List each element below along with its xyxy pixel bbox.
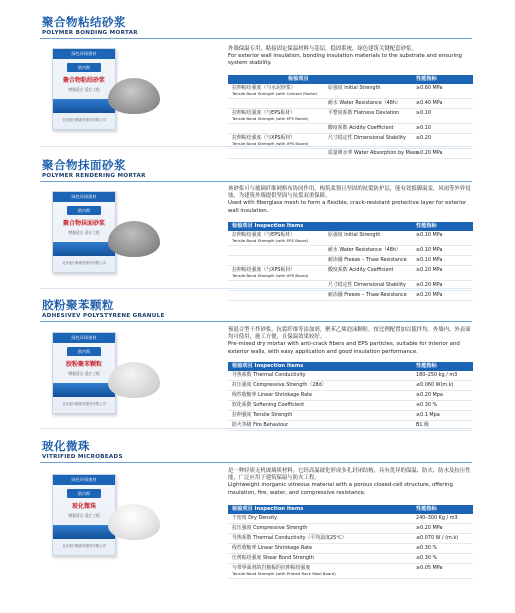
bag-product-name: 胶粉聚苯颗粒 — [65, 361, 102, 368]
product-image — [44, 470, 162, 558]
table-row — [228, 149, 473, 159]
table-header — [228, 505, 473, 514]
spec-table — [228, 222, 473, 301]
row-value: 180–250 kg / m3 — [416, 372, 458, 378]
header-index: 性能指标 — [416, 363, 437, 369]
description-en: Lightweight inorganic vitreous material with a porous closed-cell structure, offering insulation, fire, water, and compressive resistance. — [228, 482, 453, 496]
row-group-en: Tensile Bond Strength (with EPS Board) — [232, 238, 309, 243]
section-divider — [40, 288, 472, 289]
divider — [40, 181, 472, 182]
row-item: 防火等级 Fire Behaviour — [232, 422, 289, 428]
section-subtitle: POLYMER RENDERING MORTAR — [42, 173, 146, 179]
bag-logo: 欧内斯 — [67, 63, 101, 72]
product-bag — [52, 474, 116, 556]
table-row — [228, 266, 473, 281]
section-title: 聚合物粘结砂浆 — [42, 15, 126, 29]
table-row — [228, 291, 473, 301]
granule-pile — [108, 362, 160, 398]
section-title: 玻化微珠 — [42, 439, 90, 453]
table-row — [228, 421, 473, 431]
table-header — [228, 222, 473, 231]
product-image — [44, 44, 162, 132]
product-description — [228, 46, 473, 68]
row-value: ≥0.20 Mpa — [416, 392, 443, 398]
header-items: 检验项目 Inspection Items — [232, 363, 304, 369]
row-group: 拉伸粘结强度（与EPS板材） — [232, 232, 295, 238]
bag-stripe — [53, 383, 115, 397]
row-group: 拉伸粘结强度（与EPS板材） — [232, 110, 295, 116]
row-value: ≥0.20 MPa — [416, 267, 443, 273]
row-value: 240–300 Kg / m3 — [416, 515, 458, 521]
header-items: 检验项目 — [288, 76, 309, 82]
row-item: 尺寸稳定性 Dimensional Stability — [328, 282, 406, 288]
bag-tagline: 增强适合 适应工程 — [68, 371, 100, 376]
bag-company: 北京欧内斯新型建材有限公司 — [61, 261, 107, 265]
table-row — [228, 246, 473, 256]
bag-tagline: 增强适合 适应工程 — [68, 513, 100, 518]
bag-tagline: 增强适合 适应工程 — [68, 87, 100, 92]
row-value: ≥0.20 MPa — [416, 150, 443, 156]
spec-table — [228, 362, 473, 431]
row-item: 导热系数 Thermal Conductivity（平均温度25℃） — [232, 535, 347, 541]
bag-stripe — [53, 99, 115, 113]
product-bag — [52, 332, 116, 414]
description-en: For exterior wall insulation, bonding insulation materials to the substrate and ensuring system stability. — [228, 53, 462, 67]
table-row — [228, 256, 473, 266]
row-item: 耐水 Water Resistance（48h） — [328, 100, 401, 106]
row-value: ≥0.20 MPa — [416, 292, 443, 298]
divider — [40, 462, 472, 463]
header-index: 性能指标 — [416, 223, 437, 229]
section-subtitle: ADHESIVEV POLYSTYRENE GRANULE — [42, 313, 165, 319]
row-item: 导热系数 Thermal Conductivity — [232, 372, 306, 378]
row-value: ≤0.30 % — [416, 555, 438, 561]
row-value: ≥0.10 MPa — [416, 247, 443, 253]
row-item: 原强度 Initial Strength — [328, 85, 381, 91]
product-image — [44, 187, 162, 275]
description-cn: 外墙保温专用，粘接固定保温材料与基层，稳固系统，绿色建筑关键配套砂浆。 — [228, 46, 417, 52]
row-value: ≥0.20 MPa — [416, 525, 443, 531]
product-bag — [52, 48, 116, 130]
row-item: 软化系数 Softening Coefficient — [232, 402, 305, 408]
row-item: 与带界面剂的岩棉板的拉伸粘结强度 — [232, 565, 311, 571]
bag-product-name: 聚合物抹面砂浆 — [62, 220, 105, 227]
divider — [40, 38, 472, 39]
table-row — [228, 124, 473, 134]
row-group: 拉伸粘结强度（与水泥砂浆） — [232, 85, 296, 91]
bag-logo: 欧内斯 — [67, 489, 101, 498]
row-item: 耐冻融 Freeze – Thaw Resistance — [328, 257, 407, 263]
row-item: 尺寸稳定性 Dimensional Stability — [328, 135, 406, 141]
row-item: 耐冻融 Freeze – Thaw Resistance — [328, 292, 407, 298]
bag-stripe — [53, 525, 115, 539]
table-row — [228, 401, 473, 411]
product-description — [228, 327, 473, 356]
product-bag — [52, 191, 116, 273]
product-image — [44, 328, 162, 416]
row-item: 耐水 Water Resistance（48h） — [328, 247, 401, 253]
row-item: 线性收缩率 Linear Shrinkage Rate — [232, 392, 313, 398]
row-item: 酸度系数 Acidity Coefficient — [328, 267, 394, 273]
row-item: 抗压强度 Compressive Strength — [232, 525, 308, 531]
row-item: 压剪粘结强度 Shear Bond Strength — [232, 555, 314, 561]
row-item: 拉伸强度 Tensile Strength — [232, 412, 293, 418]
product-description — [228, 186, 473, 215]
row-group-en: Tensile Bond Strength (with EPS Board) — [232, 116, 309, 121]
section-subtitle: POLYMER BONDING MORTAR — [42, 30, 138, 36]
table-row — [228, 534, 473, 544]
bag-product-name: 聚合物粘结砂浆 — [62, 77, 105, 84]
bag-banner: 绿色环保建材 — [53, 333, 115, 343]
bag-company: 北京欧内斯新型建材有限公司 — [61, 544, 107, 548]
section-title: 聚合物抹面砂浆 — [42, 158, 126, 172]
bag-company: 北京欧内斯新型建材有限公司 — [61, 118, 107, 122]
powder-pile — [108, 221, 160, 257]
table-row — [228, 554, 473, 564]
table-row — [228, 514, 473, 524]
table-row — [228, 391, 473, 401]
table-row — [228, 109, 473, 124]
section-divider — [40, 146, 472, 147]
row-value: ≤0.30 % — [416, 402, 438, 408]
table-row — [228, 84, 473, 99]
row-item: 质量吸水率 Water Absorption by Mass — [328, 150, 418, 156]
section-subtitle: VITRIFIED MICROBEADS — [42, 454, 123, 460]
table-row — [228, 381, 473, 391]
header-index: 性能指标 — [416, 506, 437, 512]
row-item: 原强度 Initial Strength — [328, 232, 381, 238]
row-group: 拉伸粘结强度（与XPS板材） — [232, 267, 296, 273]
row-value: ≥0.10 — [416, 110, 431, 116]
bag-banner: 绿色环保建材 — [53, 475, 115, 485]
table-row — [228, 371, 473, 381]
row-value: ≤0.060 W(m.k) — [416, 382, 454, 388]
row-item: 平整度系数 Flatness Deviation — [328, 110, 400, 116]
section-title: 胶粉聚苯颗粒 — [42, 298, 114, 312]
description-en: Used with fiberglass mesh to form a flexible, crack-resistant protective layer for exterior wall insulation. — [228, 200, 467, 214]
row-item: 干密度 Dry Density — [232, 515, 278, 521]
row-item: 抗压强度 Compressive Strength（28d） — [232, 382, 327, 388]
table-row — [228, 544, 473, 554]
header-index: 性能指标 — [416, 76, 437, 82]
bag-banner: 绿色环保建材 — [53, 49, 115, 59]
bag-logo: 欧内斯 — [67, 206, 101, 215]
table-header — [228, 362, 473, 371]
row-group-en: Tensile Bond Strength (with XPS Board) — [232, 141, 309, 146]
row-value: B1 级 — [416, 422, 429, 428]
description-cn: 是一种轻质无机玻璃质材料。它经高温玻化形成多孔封闭结构，具有优异的保温、防火、防水及抗压性能，广泛应用于建筑保温与防火工程。 — [228, 468, 471, 482]
section-divider — [40, 428, 472, 429]
bag-company: 北京欧内斯新型建材有限公司 — [61, 402, 107, 406]
header-items: 检验项目 Inspection Items — [232, 223, 304, 229]
spec-table — [228, 505, 473, 579]
row-group-en: Tensile Bond Strength (with Cement Mortar) — [232, 91, 318, 96]
bag-product-name: 玻化微珠 — [71, 503, 96, 510]
row-value: ≥0.10 MPa — [416, 232, 443, 238]
table-row — [228, 564, 473, 579]
row-value: ≥0.40 MPa — [416, 100, 443, 106]
row-item-en: Tensile Bond Strength (with Primed Rock Wool Board) — [232, 571, 336, 576]
row-item: 酸度系数 Acidity Coefficient — [328, 125, 394, 131]
description-cn: 预混合型干拌砂浆、抗裂纤维等添加剂，聚苯乙烯泡沫颗粒，按比例配置加以搅拌均。外墙内、外表面均可使用，施工方便，且保温效果较好。 — [228, 327, 471, 341]
row-value: ≥0.10 — [416, 125, 431, 131]
header-items: 检验项目 Inspection Items — [232, 506, 304, 512]
description-en: Pre-mixed dry mortar with anti-crack fibers and EPS particles, suitable for interior and exterior walls, with easy application and good insulation performance. — [228, 341, 460, 355]
row-group-en: Tensile Bond Strength (with XPS Board) — [232, 273, 309, 278]
row-group: 拉伸粘结强度（与XPS板材） — [232, 135, 296, 141]
table-row — [228, 524, 473, 534]
row-value: ≥0.1 Mpa — [416, 412, 440, 418]
row-value: ≥0.05 MPa — [416, 565, 443, 571]
product-description — [228, 468, 473, 497]
bag-logo: 欧内斯 — [67, 347, 101, 356]
bag-banner: 绿色环保建材 — [53, 192, 115, 202]
row-value: ≥0.60 MPa — [416, 85, 443, 91]
bag-tagline: 增强适合 适应工程 — [68, 230, 100, 235]
powder-pile — [108, 78, 160, 114]
table-row — [228, 231, 473, 246]
table-row — [228, 99, 473, 109]
divider — [40, 321, 472, 322]
table-row — [228, 411, 473, 421]
row-value: ≤0.30 % — [416, 545, 438, 551]
row-value: ≥0.20 MPa — [416, 282, 443, 288]
table-header — [228, 75, 473, 84]
bag-stripe — [53, 242, 115, 256]
row-value: ≤0.070 W / (m.k) — [416, 535, 459, 541]
microbead-pile — [108, 504, 160, 540]
row-value: ≥0.20 — [416, 135, 431, 141]
row-item: 线性收缩率 Linear Shrinkage Rate — [232, 545, 313, 551]
row-value: ≥0.10 MPa — [416, 257, 443, 263]
table-row — [228, 281, 473, 291]
description-cn: 该砂浆可与玻璃纤维网格布协同作用，构筑柔韧且坚固的抗裂防护层，能有效抵御温变、风雨等外界侵蚀，为建筑外墙提供坚固与抗裂双重保障。 — [228, 186, 471, 200]
